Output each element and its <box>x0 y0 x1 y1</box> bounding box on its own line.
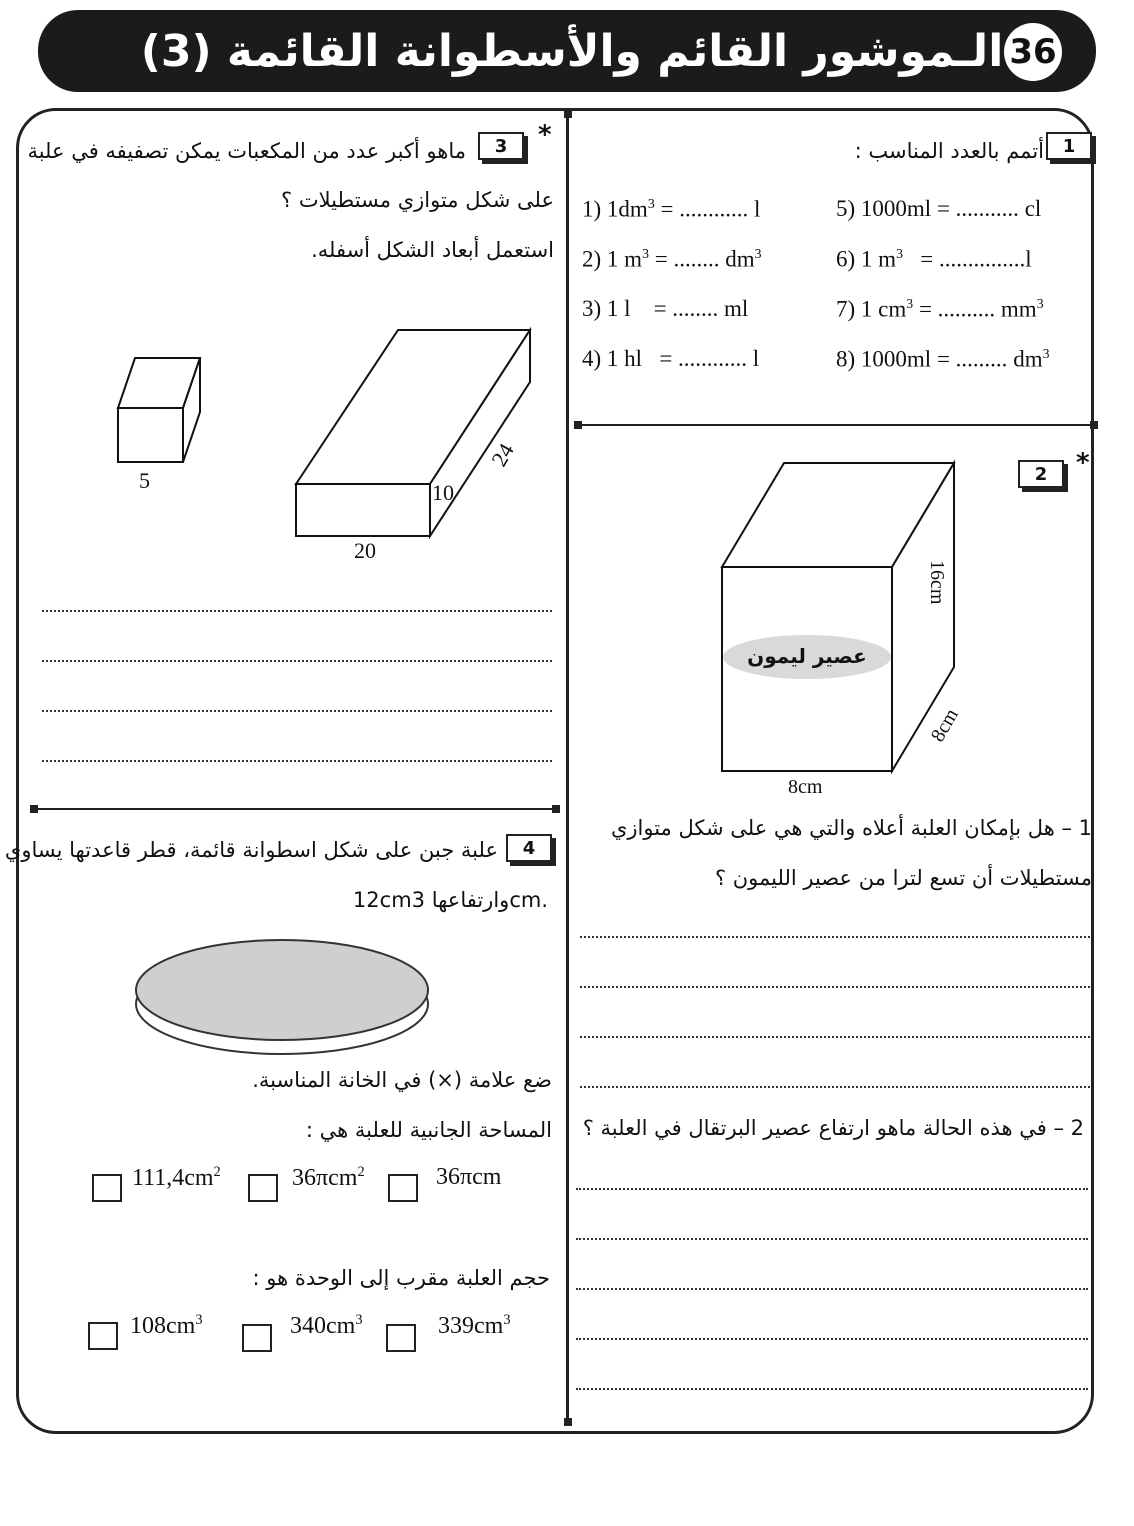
ex4-line-2: 12cmوارتفاعها 3cm. <box>352 888 548 912</box>
ex1-item-7: 7) 1 $cm^3$ = .......... $mm^3$ <box>836 296 1044 322</box>
ex1-item-6: 6) 1 $m^3$ = ...............l <box>836 246 1032 272</box>
ex4-instruction: ضع علامة (×) في الخانة المناسبة. <box>252 1068 552 1092</box>
exercise-2-number: 2 <box>1018 460 1064 488</box>
ex1-item-3: 3) 1 l = ........ ml <box>582 296 749 321</box>
ex4-question-2: حجم العلبة مقرب إلى الوحدة هو : <box>252 1266 550 1290</box>
checkbox-option-111-4[interactable] <box>92 1174 122 1202</box>
exercise-1-instruction: أتمم بالعدد المناسب : <box>854 139 1044 163</box>
option-label: $340cm^3$ <box>290 1312 363 1339</box>
answer-line[interactable] <box>576 1188 1088 1190</box>
checkbox-option-108[interactable] <box>88 1322 118 1350</box>
box-depth-label: 24 <box>486 438 519 471</box>
option-label: 36πcm <box>436 1164 502 1190</box>
answer-line[interactable] <box>42 760 552 762</box>
column-divider <box>566 110 569 1422</box>
ex1-item-5: 5) 1000ml = ........... cl <box>836 196 1042 221</box>
option-label: $339cm^3$ <box>438 1312 511 1339</box>
box-front <box>296 484 430 536</box>
ex1-item-1: 1) $1dm^3$ = ............ l <box>582 196 761 222</box>
answer-line[interactable] <box>580 1036 1090 1038</box>
cylinder-top <box>136 940 428 1040</box>
section-divider-left <box>32 808 558 810</box>
answer-line[interactable] <box>42 660 552 662</box>
header-bar <box>38 10 1096 92</box>
cheese-box-figure <box>130 932 440 1062</box>
ex3-line-2: على شكل متوازي مستطيلات ؟ <box>281 188 554 212</box>
checkbox-option-36pi-cm2[interactable] <box>248 1174 278 1202</box>
divider-dot <box>574 421 582 429</box>
juice-label: عصير ليمون <box>747 644 867 668</box>
divider-dot <box>30 805 38 813</box>
answer-line[interactable] <box>576 1388 1088 1390</box>
page-number-badge: 36 <box>1004 23 1062 81</box>
checkbox-option-36pi-cm[interactable] <box>388 1174 418 1202</box>
ex1-item-4: 4) 1 hl = ............ l <box>582 346 760 371</box>
ex4-question-1: المساحة الجانبية للعلبة هي : <box>305 1118 552 1142</box>
ex2-question-1-line2: مستطيلات أن تسع لترا من عصير الليمون ؟ <box>714 866 1092 890</box>
cube-side-label: 5 <box>139 468 150 493</box>
option-label: $111,4cm^2$ <box>132 1164 221 1191</box>
box-length-label: 20 <box>354 538 376 563</box>
checkbox-option-340[interactable] <box>242 1324 272 1352</box>
juice-box-figure <box>700 455 1000 795</box>
ex1-item-2: 2) 1 $m^3$ = ........ $dm^3$ <box>582 246 762 272</box>
cube-front <box>118 408 183 462</box>
divider-dot <box>564 110 572 118</box>
ex3-line-1: ماهو أكبر عدد من المكعبات يمكن تصفيفه في علبة <box>27 139 466 163</box>
ex2-star: * <box>1076 448 1090 478</box>
ex2-question-2: 2 – في هذه الحالة ماهو ارتفاع عصير البرتقال في العلبة ؟ <box>582 1116 1084 1140</box>
box-height-label: 10 <box>432 480 454 505</box>
ex2-question-1-line1: 1 – هل بإمكان العلبة أعلاه والتي هي على شكل متوازي <box>610 816 1092 840</box>
exercise-4-number: 4 <box>506 834 552 862</box>
answer-line[interactable] <box>576 1338 1088 1340</box>
divider-dot <box>552 805 560 813</box>
dim-width-label: 8cm <box>788 776 823 798</box>
ex3-figures <box>100 320 550 550</box>
ex3-line-3: استعمل أبعاد الشكل أسفله. <box>311 238 554 262</box>
answer-line[interactable] <box>576 1288 1088 1290</box>
answer-line[interactable] <box>42 610 552 612</box>
answer-line[interactable] <box>576 1238 1088 1240</box>
option-label: 36πcm$^2$ <box>292 1164 365 1191</box>
answer-line[interactable] <box>42 710 552 712</box>
answer-line[interactable] <box>580 986 1090 988</box>
answer-line[interactable] <box>580 936 1090 938</box>
option-label: $108cm^3$ <box>130 1312 203 1339</box>
exercise-3-number: 3 <box>478 132 524 160</box>
ex4-line-1: علبة جبن على شكل اسطوانة قائمة، قطر قاعدتها يساوي <box>4 838 498 862</box>
dim-height-label: 16cm <box>926 560 948 605</box>
divider-dot <box>1090 421 1098 429</box>
dim-depth-label: 8cm <box>926 704 963 746</box>
section-divider-right <box>576 424 1094 426</box>
answer-line[interactable] <box>580 1086 1090 1088</box>
checkbox-option-339[interactable] <box>386 1324 416 1352</box>
ex1-item-8: 8) 1000ml = ......... $dm^3$ <box>836 346 1050 372</box>
page-title: الـموشور القائم والأسطوانة القائمة (3) <box>140 25 1004 77</box>
ex3-star: * <box>538 120 552 150</box>
divider-dot <box>564 1418 572 1426</box>
exercise-1-number: 1 <box>1046 132 1092 160</box>
